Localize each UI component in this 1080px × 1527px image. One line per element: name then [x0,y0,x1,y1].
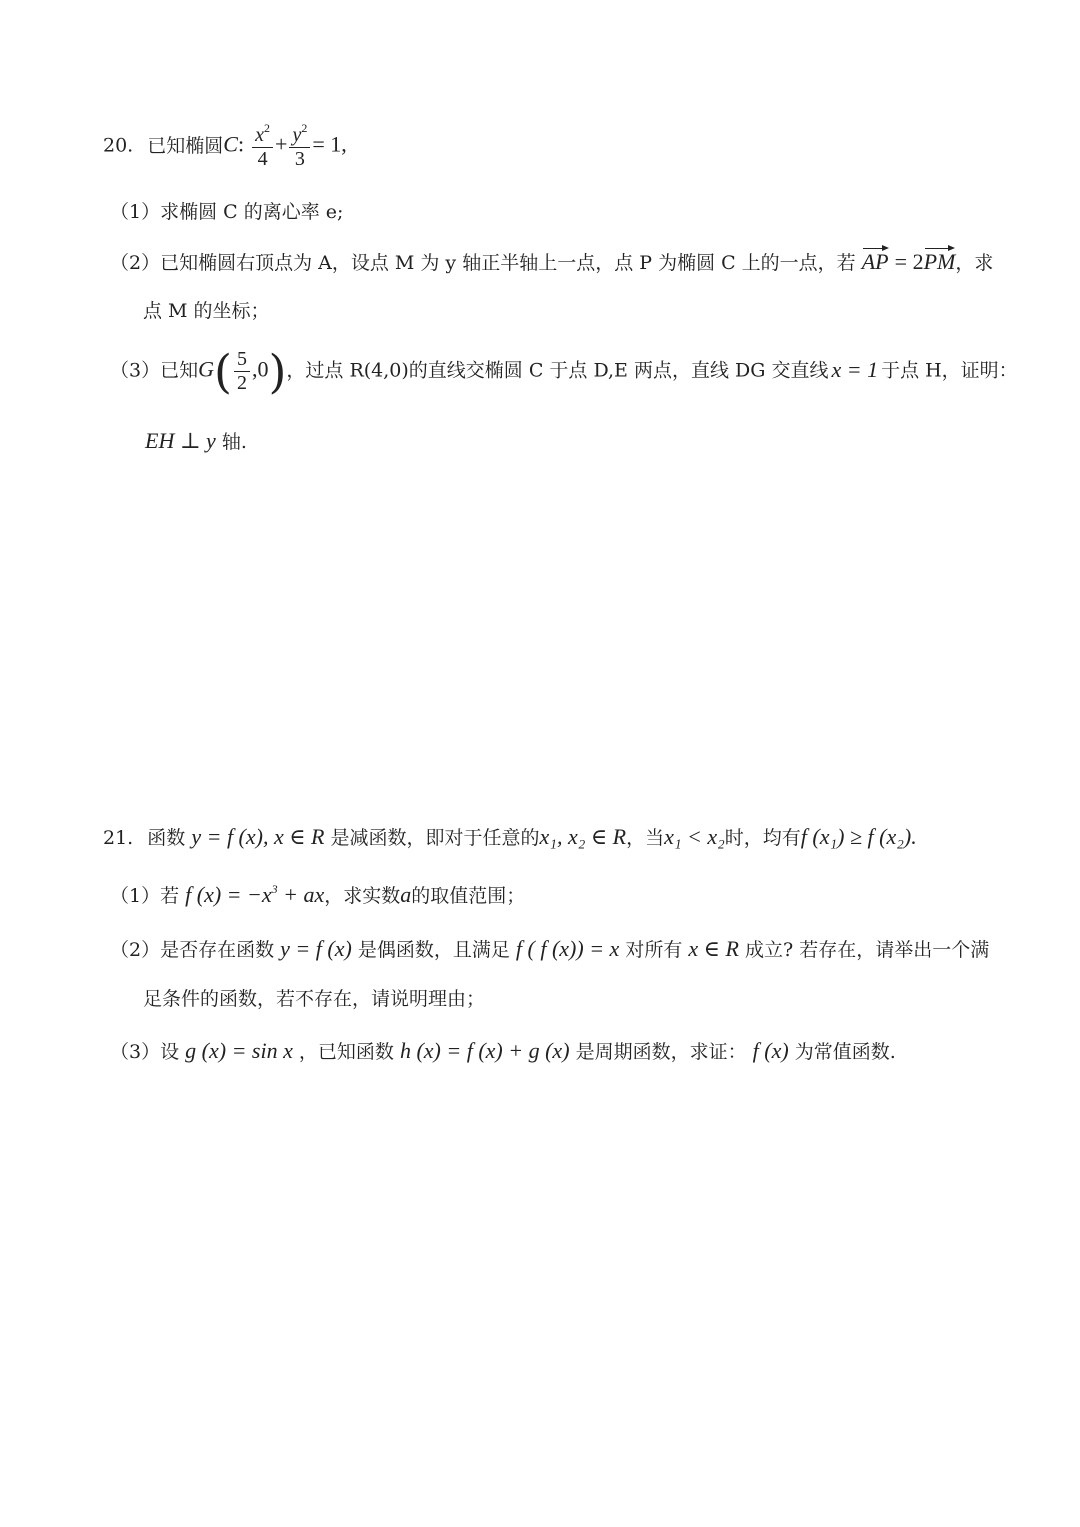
part-text-c: 于点 H，证明： [881,359,1018,382]
conclusion: f (x₁) ≥ f (x₂). [800,824,917,849]
q20-part2-cont: 点 M 的坐标； [143,300,270,322]
line-x-equals-1: x = 1 [831,356,879,382]
q21-number: 21. [103,827,134,849]
q20-title: 20. 已知椭圆C: $\frac{x^2}{4}$ + $\frac{y^2}{3}$ = 1, [103,121,347,170]
q21-part3: （3）设 g (x) = sin x ，已知函数 h (x) = f (x) + g (x) 是周期函数，求证： f (x) 为常值函数. [110,1038,896,1063]
part-label: （1） [110,201,161,223]
point-g: G [198,356,214,382]
part-text: 已知 [160,359,199,382]
ellipse-name: C [223,131,238,157]
vector-pm: PM [923,249,956,274]
ellipse-rhs: = 1, [312,131,347,157]
function-def: y = f (x), x ∈ R [191,824,325,849]
q21-part2: （2）是否存在函数 y = f (x) 是偶函数，且满足 f ( f (x)) = x 对所有 x ∈ R 成立? 若存在，请举出一个满 [110,936,990,961]
inequality: x₁ < x₂ [664,824,725,849]
part-label: （2） [110,252,161,274]
q20-part1 [110,203,343,222]
fraction-x: $\frac{x^2}{4}$ [252,122,273,171]
q20-part3-conclusion [145,430,247,452]
var-a: a [400,882,412,907]
part-text-b: ，过点 R(4,0)的直线交椭圆 C 于点 D,E 两点，直线 DG 交直线 [286,359,829,382]
equals-two: = 2 [894,249,924,274]
part-text-b: ，求 [955,252,994,274]
fraction-g: $\frac{5}{2}$ [234,348,250,395]
part-label: （2） [110,939,161,961]
part-label: （3） [110,1041,161,1063]
q20-number: 20. [103,134,134,157]
q20-part3: （3）已知G( $\frac{5}{2}$ ,0)，过点 R(4,0)的直线交椭圆 C 于点 D,E 两点，直线 DG 交直线 x = 1 于点 H，证明： [110,344,1018,399]
part-text: 已知椭圆右顶点为 A，设点 M 为 y 轴正半轴上一点，点 P 为椭圆 C 上的一点，若 [160,252,856,274]
part-text: 求椭圆 C 的离心率 e; [160,201,344,223]
q21-title: 21. 函数 y = f (x), x ∈ R 是减函数，即对于任意的x₁, x₂ ∈ R，当x₁ < x₂时，均有f (x₁) ≥ f (x₂). [103,824,917,849]
ellipse-colon: : [237,131,245,157]
function-expr: f $(x) = -x^3$ + ax [185,882,325,907]
part-label: （3） [110,359,161,382]
conclusion-math: EH ⊥ y [145,428,216,453]
vars: x₁, x₂ ∈ R [539,824,627,849]
q20-intro: 已知椭圆 [147,134,224,157]
vector-ap: AP [861,249,889,274]
q20-part2 [110,251,993,273]
fraction-y: $\frac{y^2}{3}$ [289,122,310,171]
conclusion-text: 轴. [221,431,247,453]
q21-part2-cont: 足条件的函数，若不存在，请说明理由； [143,988,486,1010]
part-label: （1） [110,885,161,907]
q21-part1: （1）若 f $(x) = -x^3$ + ax，求实数a的取值范围； [110,882,526,907]
